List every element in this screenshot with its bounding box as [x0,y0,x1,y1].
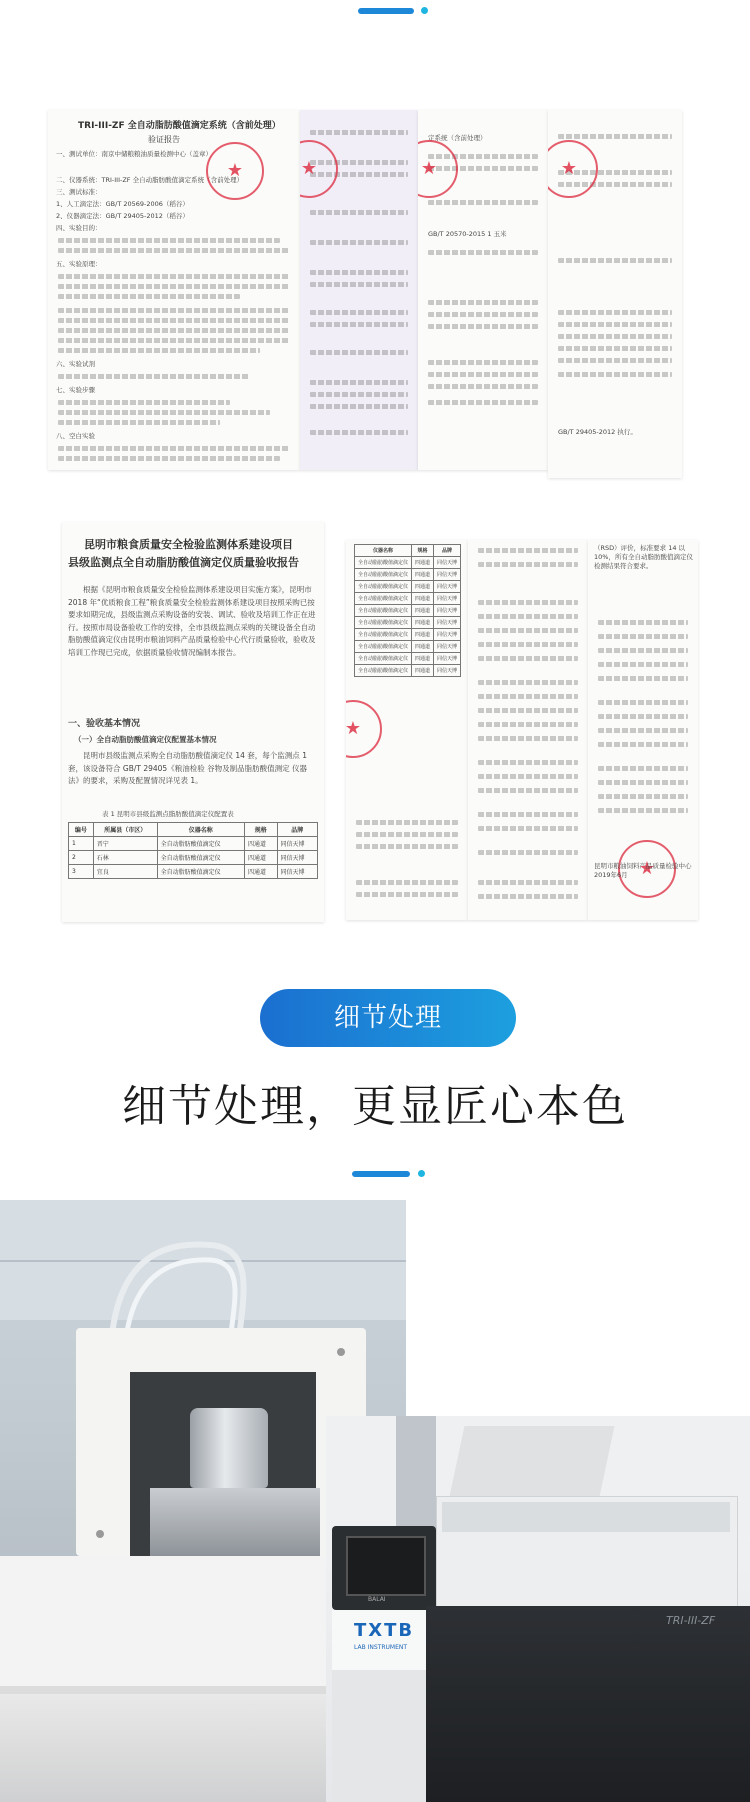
section-badge: 细节处理 [260,989,516,1047]
table-cell: 2 [69,851,94,865]
table-cell: 全自动脂肪酸值滴定仪 [355,629,412,641]
acceptance-page-main [62,522,324,922]
table-cell: 四通道 [412,617,434,629]
acceptance-right-text: （RSD）评价，标准要求 14 以 10%，所有全自动脂肪酸值滴定仪检测结果符合要求。 [594,544,693,570]
acceptance-section-1-sub: （一）全自动脂肪酸值滴定仪配置基本情况 [74,735,217,744]
report-stamp-3 [418,140,458,198]
report-title: TRI-III-ZF 全自动脂肪酸值滴定系统（含前处理） [78,121,281,131]
report-right-line-1: 定系统（含前处理） [428,134,487,142]
acceptance-title-2: 县级监测点全自动脂肪酸值滴定仪质量验收报告 [68,556,299,569]
table-cell: 全自动脂肪酸值滴定仪 [355,653,412,665]
report-page-main [48,110,300,470]
model-label: TRI-III-ZF [666,1614,716,1627]
acceptance-signature: 昆明市粮油饲料产品质量检验中心 2019年6月 [594,862,692,879]
table-cell: 全自动脂肪酸值滴定仪 [157,851,244,865]
table-header: 所属县（市区） [93,823,157,837]
table-cell: 四通道 [412,569,434,581]
table-cell: 全自动脂肪酸值滴定仪 [355,557,412,569]
report-line-10: 八、空白实验 [56,432,95,440]
table-cell: 同信天博 [434,641,461,653]
table-row [355,593,461,605]
table-cell: 石林 [93,851,157,865]
report-page-3 [418,110,548,470]
acceptance-section-1-text: 昆明市县级监测点采购全自动脂肪酸值滴定仪 14 套，每个监测点 1 套，该设备符合 GB/T 29405《粮油检验 谷物及制品脂肪酸值测定 仪器法》的要求，采购及配置情况详见表 1。 [68,751,307,785]
table-row [355,629,461,641]
table-cell: 同信天博 [434,569,461,581]
table-cell: 同信天博 [277,837,317,851]
control-panel [332,1526,436,1610]
mid-divider-dot [418,1170,425,1177]
acceptance-side-table [354,544,461,677]
top-divider-bar [358,8,414,14]
table-cell: 全自动脂肪酸值滴定仪 [355,617,412,629]
report-line-9: 七、实验步骤 [56,386,95,394]
table-cell: 四通道 [412,605,434,617]
table-cell: 1 [69,837,94,851]
top-divider-dot [421,7,428,14]
table-cell: 全自动脂肪酸值滴定仪 [355,641,412,653]
acceptance-page-4 [588,540,698,920]
report-stamp-1 [206,142,264,200]
mid-divider-bar [352,1171,410,1177]
table-row [355,557,461,569]
table-cell: 全自动脂肪酸值滴定仪 [355,605,412,617]
table-cell: 宜良 [93,865,157,879]
side-table-header: 仪器名称 [355,545,412,557]
table-row [69,865,318,879]
table-cell: 全自动脂肪酸值滴定仪 [157,865,244,879]
acceptance-page-2 [346,540,468,920]
report-page-4 [548,110,682,478]
table-cell: 同信天博 [434,665,461,677]
table-cell: 同信天博 [277,865,317,879]
table-cell: 3 [69,865,94,879]
table-cell: 晋宁 [93,837,157,851]
table-row [355,605,461,617]
table-cell: 全自动脂肪酸值滴定仪 [157,837,244,851]
table-row [355,653,461,665]
brand-subtitle: LAB INSTRUMENT [354,1644,408,1651]
instrument-photo [326,1416,750,1802]
table-cell: 全自动脂肪酸值滴定仪 [355,569,412,581]
report-line-7: 五、实验原理： [56,260,102,268]
table-header: 规格 [244,823,277,837]
table-cell: 同信天博 [434,581,461,593]
table-cell: 同信天博 [434,629,461,641]
side-table-header: 规格 [412,545,434,557]
report-line-6: 四、实验目的： [56,224,102,232]
report-line-3: 三、测试标准： [56,188,102,196]
acceptance-section-1: 一、验收基本情况 [68,719,141,729]
table-cell: 四通道 [412,653,434,665]
table-cell: 全自动脂肪酸值滴定仪 [355,593,412,605]
panel-brand: BALAI [368,1596,386,1603]
table-header: 仪器名称 [157,823,244,837]
acceptance-stamp-1 [346,700,382,758]
acceptance-table-caption: 表 1 昆明市县级监测点脂肪酸值滴定仪配置表 [102,810,234,818]
brand-logo: TXTB [354,1620,415,1641]
report-line-2: 二、仪器系统：TRI-III-ZF 全自动脂肪酸值滴定系统（含前处理） [56,176,244,184]
acceptance-config-table [68,822,318,879]
table-row [355,641,461,653]
acceptance-page-3 [468,540,588,920]
report-stamp-4 [548,140,598,198]
report-page-2 [300,110,418,470]
table-cell: 同信天博 [434,605,461,617]
report-stamp-2 [300,140,338,198]
side-table-header: 品牌 [434,545,461,557]
table-cell: 四通道 [412,557,434,569]
table-row [69,837,318,851]
table-cell: 全自动脂肪酸值滴定仪 [355,665,412,677]
table-cell: 四通道 [412,665,434,677]
report-right-line-2: GB/T 20570-2015 1 玉米 [428,230,507,238]
table-header: 品牌 [277,823,317,837]
table-row [69,851,318,865]
table-cell: 四通道 [412,629,434,641]
acceptance-body: 根据《昆明市粮食质量安全检验监测体系建设项目实施方案》，昆明市 2018 年“优质粮食工程”粮食质量安全检验监测体系建设项目按照采购已按要求如期完成，县级监测点采购设备的安装、调试、验收及培训工作正在进行。按照市局设备验收工作的安排，全市县级监测点采购的关键设备全自动脂肪酸值滴定仪由昆明市粮油饲料产品质量检验中心代行质量验收，验收及培训工作现已完成，依据质量验收情况编制本报告。 [68,585,316,657]
acceptance-title-1: 昆明市粮食质量安全检验监测体系建设项目 [84,538,293,551]
instrument-lower-body [426,1606,750,1802]
table-cell: 同信天博 [434,593,461,605]
report-right-line-3: GB/T 29405-2012 执行。 [558,428,637,436]
sample-cup [190,1408,268,1488]
report-line-5: 2、仪器滴定法：GB/T 29405-2012（稻谷） [56,212,189,220]
touch-screen [346,1536,426,1596]
report-line-8: 六、实验试剂 [56,360,95,368]
table-cell: 同信天博 [277,851,317,865]
table-cell: 四通道 [412,641,434,653]
table-cell: 同信天博 [434,653,461,665]
table-cell: 四通道 [244,851,277,865]
table-header: 编号 [69,823,94,837]
table-row [355,665,461,677]
table-cell: 同信天博 [434,557,461,569]
table-cell: 四通道 [412,581,434,593]
table-cell: 同信天博 [434,617,461,629]
table-cell: 四通道 [412,593,434,605]
table-row [355,569,461,581]
report-subtitle: 验证报告 [148,135,180,144]
table-cell: 四通道 [244,865,277,879]
report-line-4: 1、人工滴定法：GB/T 20569-2006（稻谷） [56,200,189,208]
section-headline: 细节处理，更显匠心本色 [122,1081,628,1132]
table-row [355,617,461,629]
table-cell: 四通道 [244,837,277,851]
table-row [355,581,461,593]
report-line-1: 一、测试单位：南京中储粮粮油质量检测中心（盖章） [56,150,212,158]
table-cell: 全自动脂肪酸值滴定仪 [355,581,412,593]
